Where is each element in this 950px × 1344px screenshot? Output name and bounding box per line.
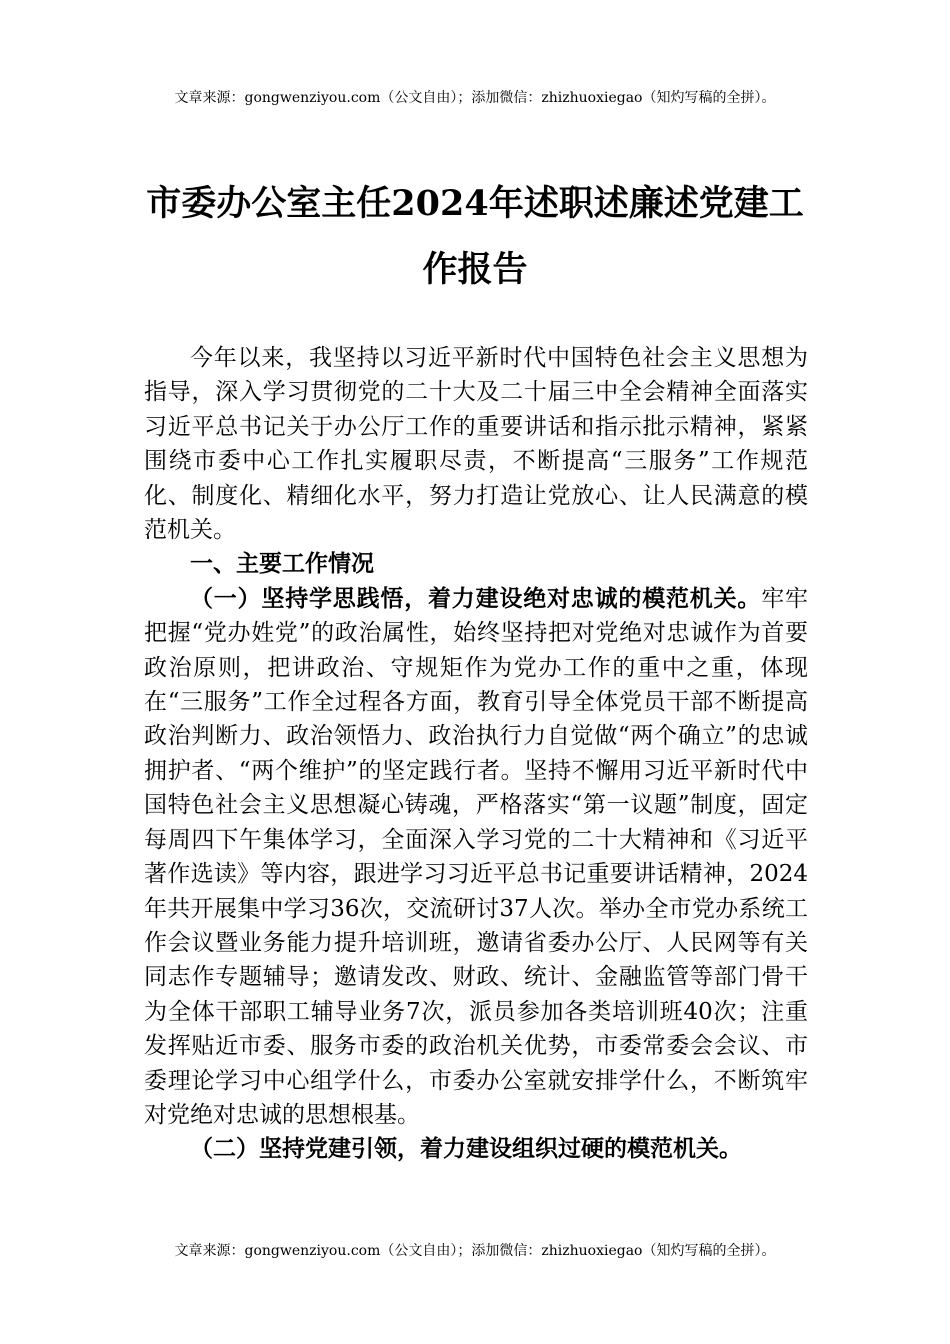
subsection-1-body: 牢牢把握“党办姓党”的政治属性，始终坚持把对党绝对忠诚作为首要政治原则，把讲政治、守规矩作为党办工作的重中之重，体现在“三服务”工作全过程各方面，教育引导全体党员干部不断提高政治判断力、政治领悟力、政治执行力自觉做“两个确立”的忠诚拥护者、“两个维护”的坚定践行者。坚持不懈用习近平新时代中国特色社会主义思想凝心铸魂，严格落实“第一议题”制度，固定每周四下午集体学习，全面深入学习党的二十大精神和《习近平著作选读》等内容，跟进学习习近平总书记重要讲话精神，2024年共开展集中学习36次，交流研讨37人次。举办全市党办系统工作会议暨业务能力提升培训班，邀请省委办公厅、人民网等有关同志作专题辅导；邀请发改、财政、统计、金融监管等部门骨干为全体干部职工辅导业务7次，派员参加各类培训班40次；注重发挥贴近市委、服务市委的政治机关优势，市委常委会会议、市委理论学习中心组学什么，市委办公室就安排学什么，不断筑牢对党绝对忠诚的思想根基。 — [144, 585, 809, 1128]
subsection-1-paragraph — [144, 582, 808, 1133]
document-title: 市委办公室主任2024年述职述廉述党建工作报告 — [146, 183, 804, 290]
footer-source-note: 文章来源：gongwenziyou.com（公文自由）；添加微信：zhizhuoxiegao（知灼写稿的全拼）。 — [174, 1243, 776, 1259]
section-heading-1: 一、主要工作情况 — [190, 551, 374, 578]
subsection-heading-1: （一）坚持学思践悟，着力建设绝对忠诚的模范机关。 — [190, 584, 762, 612]
subsection-2-paragraph — [144, 1132, 808, 1166]
intro-paragraph: 今年以来，我坚持以习近平新时代中国特色社会主义思想为指导，深入学习贯彻党的二十大及二十届三中全会精神全面落实习近平总书记关于办公厅工作的重要讲话和指示批示精神，紧紧围绕市委中心工作扎实履职尽责，不断提高“三服务”工作规范化、制度化、精细化水平，努力打造让党放心、让人民满意的模范机关。 — [144, 345, 808, 544]
header-source-note: 文章来源：gongwenziyou.com（公文自由）；添加微信：zhizhuoxiegao（知灼写稿的全拼）。 — [174, 90, 776, 106]
document-body — [144, 341, 808, 1167]
subsection-heading-2: （二）坚持党建引领，着力建设组织过硬的模范机关。 — [190, 1135, 742, 1163]
